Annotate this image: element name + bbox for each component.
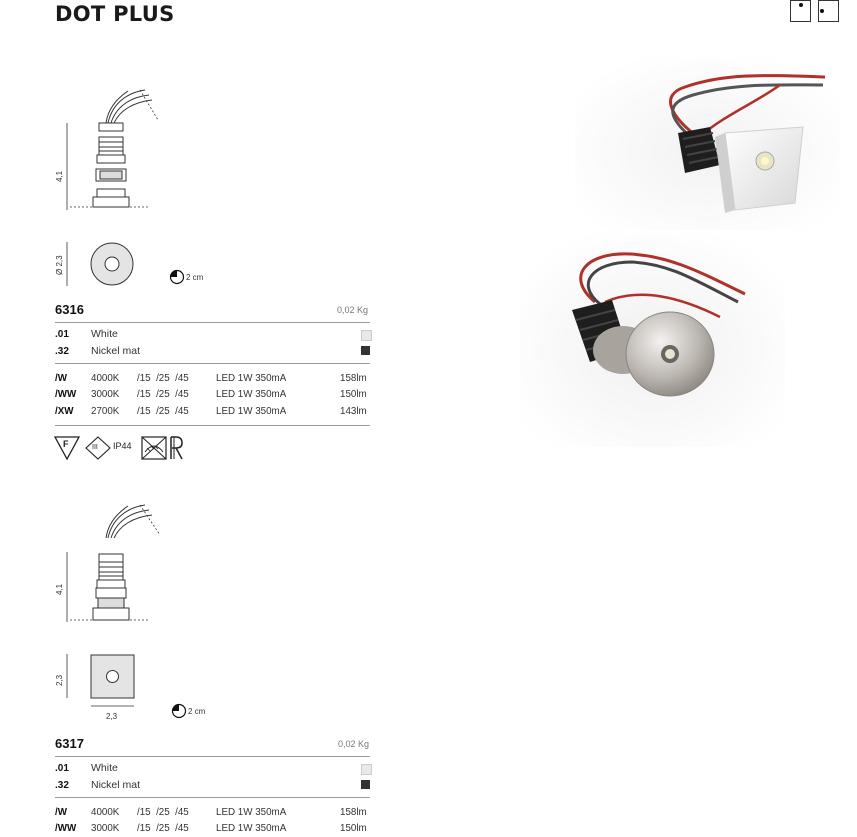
spec-lumen: 158lm — [340, 373, 367, 384]
divider — [55, 756, 370, 757]
spec-temp: 2700K — [91, 406, 120, 417]
spec-lumen: 158lm — [340, 807, 367, 818]
spec-code: /W — [55, 373, 67, 384]
ip-rating: IP44 — [113, 441, 132, 451]
cutout-icon — [171, 703, 187, 719]
product-code: 6316 — [55, 302, 84, 317]
spec-lumen: 150lm — [340, 389, 367, 400]
cutout-icon — [169, 269, 185, 285]
spec-led: LED 1W 350mA — [216, 373, 287, 384]
spec-lumen: 150lm — [340, 823, 367, 834]
spec-temp: 3000K — [91, 389, 120, 400]
finish-code: .32 — [55, 346, 69, 357]
spec-temp: 4000K — [91, 373, 120, 384]
spec-code: /XW — [55, 406, 74, 417]
finish-name: Nickel mat — [91, 345, 141, 357]
spec-beams: /15 /25 /45 — [137, 406, 189, 417]
finish-swatch-nickel — [361, 346, 370, 355]
class-iii-label: III — [92, 444, 98, 451]
finish-name: White — [91, 762, 118, 774]
finish-name: White — [91, 328, 118, 340]
finish-code: .01 — [55, 763, 69, 774]
finish-name: Nickel mat — [91, 779, 141, 791]
diameter-dimension-6316: Ø 2,3 — [55, 255, 64, 275]
page-marker-right — [818, 0, 839, 22]
f-mark-label: F — [63, 439, 69, 449]
spec-code: /WW — [55, 823, 77, 834]
top-drawing-6316 — [50, 238, 150, 290]
finish-code: .32 — [55, 780, 69, 791]
spec-led: LED 1W 350mA — [216, 823, 287, 834]
spec-beams: /15 /25 /45 — [137, 823, 189, 834]
finish-swatch-nickel — [361, 780, 370, 789]
width-dimension-6317: 2,3 — [106, 712, 118, 721]
class-iii-icon — [85, 436, 111, 460]
spec-lumen: 143lm — [340, 406, 367, 417]
divider — [55, 797, 370, 798]
spec-beams: /15 /25 /45 — [137, 807, 189, 818]
page-title: DOT PLUS — [55, 2, 175, 26]
finish-swatch-white — [361, 330, 372, 341]
height-dimension-6316: 4,1 — [55, 170, 64, 182]
product-weight: 0,02 Kg — [338, 739, 370, 749]
spec-led: LED 1W 350mA — [216, 406, 287, 417]
product-photo-round — [520, 232, 785, 447]
height-dimension-6317: 4,1 — [55, 583, 64, 595]
divider — [55, 363, 370, 364]
spec-temp: 3000K — [91, 823, 120, 834]
spec-beams: /15 /25 /45 — [137, 389, 189, 400]
divider — [55, 425, 370, 426]
side-drawing-6317 — [50, 500, 165, 630]
product-photo-square — [575, 55, 840, 230]
cutout-size: 2 cm — [188, 707, 206, 716]
spec-led: LED 1W 350mA — [216, 389, 287, 400]
spec-code: /W — [55, 807, 67, 818]
spec-led: LED 1W 350mA — [216, 807, 287, 818]
top-drawing-6317 — [50, 650, 150, 712]
finish-code: .01 — [55, 329, 69, 340]
side-drawing-6316 — [50, 85, 165, 215]
no-insulation-cover-icon — [141, 436, 167, 460]
side-dimension-6317: 2,3 — [55, 674, 64, 686]
spec-temp: 4000K — [91, 807, 120, 818]
divider — [55, 322, 370, 323]
product-code: 6317 — [55, 736, 84, 751]
spec-beams: /15 /25 /45 — [137, 373, 189, 384]
finish-swatch-white — [361, 764, 372, 775]
r-mark-icon — [168, 435, 184, 461]
product-weight: 0,02 Kg — [337, 305, 369, 315]
page-marker-left — [790, 0, 811, 22]
spec-code: /WW — [55, 389, 77, 400]
cutout-size: 2 cm — [186, 273, 204, 282]
